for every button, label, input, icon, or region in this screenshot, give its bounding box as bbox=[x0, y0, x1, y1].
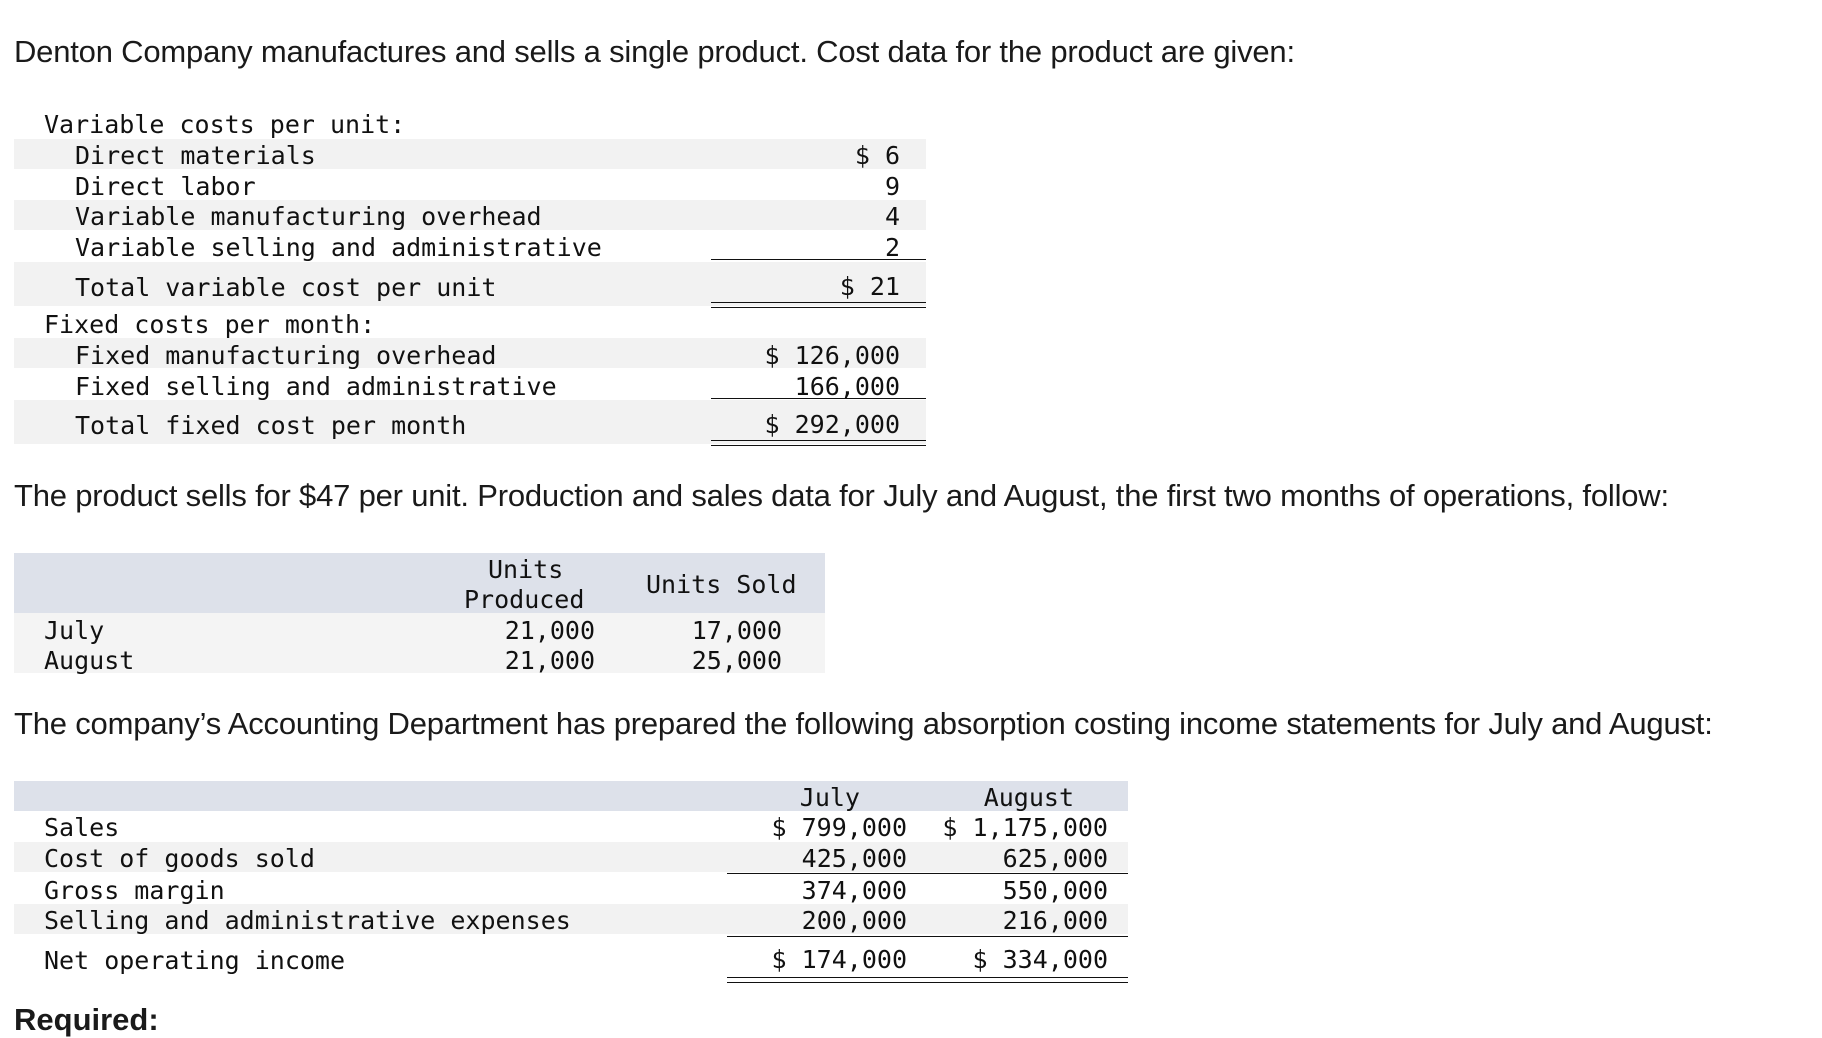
cost-row-value: 166,000 bbox=[794, 372, 900, 401]
cost-row-value: $ 126,000 bbox=[764, 341, 900, 370]
cost-row-label: Direct labor bbox=[75, 172, 256, 201]
income-row-label: Gross margin bbox=[44, 876, 225, 905]
units-sold-header: Units Sold bbox=[646, 570, 797, 599]
units-produced-header: Units bbox=[488, 555, 564, 584]
units-produced-header: Produced bbox=[464, 585, 585, 614]
august-value: $ 1,175,000 bbox=[942, 813, 1108, 842]
net-operating-income-label: Net operating income bbox=[44, 946, 346, 975]
august-value: $ 334,000 bbox=[972, 945, 1108, 974]
required-heading: Required: bbox=[14, 1002, 159, 1037]
units-sold-value: 25,000 bbox=[691, 646, 782, 675]
accounting-text: The company’s Accounting Department has prepared the following absorption costing income statements for July and August: bbox=[14, 706, 1713, 741]
total-variable-label: Total variable cost per unit bbox=[75, 273, 497, 302]
variable-costs-heading: Variable costs per unit: bbox=[44, 110, 406, 139]
cost-row-value: 2 bbox=[884, 233, 900, 262]
month-label: July bbox=[44, 616, 105, 645]
july-value: 200,000 bbox=[801, 906, 907, 935]
fixed-costs-heading: Fixed costs per month: bbox=[44, 310, 376, 339]
income-row-label: Sales bbox=[44, 813, 120, 842]
cost-row-label: Variable manufacturing overhead bbox=[75, 202, 542, 231]
july-value: 425,000 bbox=[801, 844, 907, 873]
august-value: 550,000 bbox=[1002, 876, 1108, 905]
total-fixed-label: Total fixed cost per month bbox=[75, 411, 467, 440]
cost-row-label: Direct materials bbox=[75, 141, 316, 170]
august-header: August bbox=[983, 783, 1074, 812]
total-fixed-value: $ 292,000 bbox=[764, 410, 900, 439]
units-produced-value: 21,000 bbox=[504, 646, 595, 675]
cost-row-label: Fixed selling and administrative bbox=[75, 372, 557, 401]
income-row-label: Cost of goods sold bbox=[44, 844, 315, 873]
july-value: $ 799,000 bbox=[771, 813, 907, 842]
august-value: 625,000 bbox=[1002, 844, 1108, 873]
july-value: 374,000 bbox=[801, 876, 907, 905]
month-label: August bbox=[44, 646, 135, 675]
cost-row-label: Fixed manufacturing overhead bbox=[75, 341, 497, 370]
july-value: $ 174,000 bbox=[771, 945, 907, 974]
cost-row-label: Variable selling and administrative bbox=[75, 233, 602, 262]
units-sold-value: 17,000 bbox=[691, 616, 782, 645]
total-variable-value: $ 21 bbox=[839, 272, 900, 301]
cost-row-value: 9 bbox=[884, 172, 900, 201]
sales-text: The product sells for $47 per unit. Production and sales data for July and August, the first two months of operations, follow: bbox=[14, 478, 1669, 513]
units-produced-value: 21,000 bbox=[504, 616, 595, 645]
july-header: July bbox=[799, 783, 860, 812]
income-row-label: Selling and administrative expenses bbox=[44, 906, 571, 935]
intro-text: Denton Company manufactures and sells a single product. Cost data for the product are given: bbox=[14, 34, 1295, 69]
cost-row-value: $ 6 bbox=[854, 141, 900, 170]
cost-row-value: 4 bbox=[884, 202, 900, 231]
august-value: 216,000 bbox=[1002, 906, 1108, 935]
